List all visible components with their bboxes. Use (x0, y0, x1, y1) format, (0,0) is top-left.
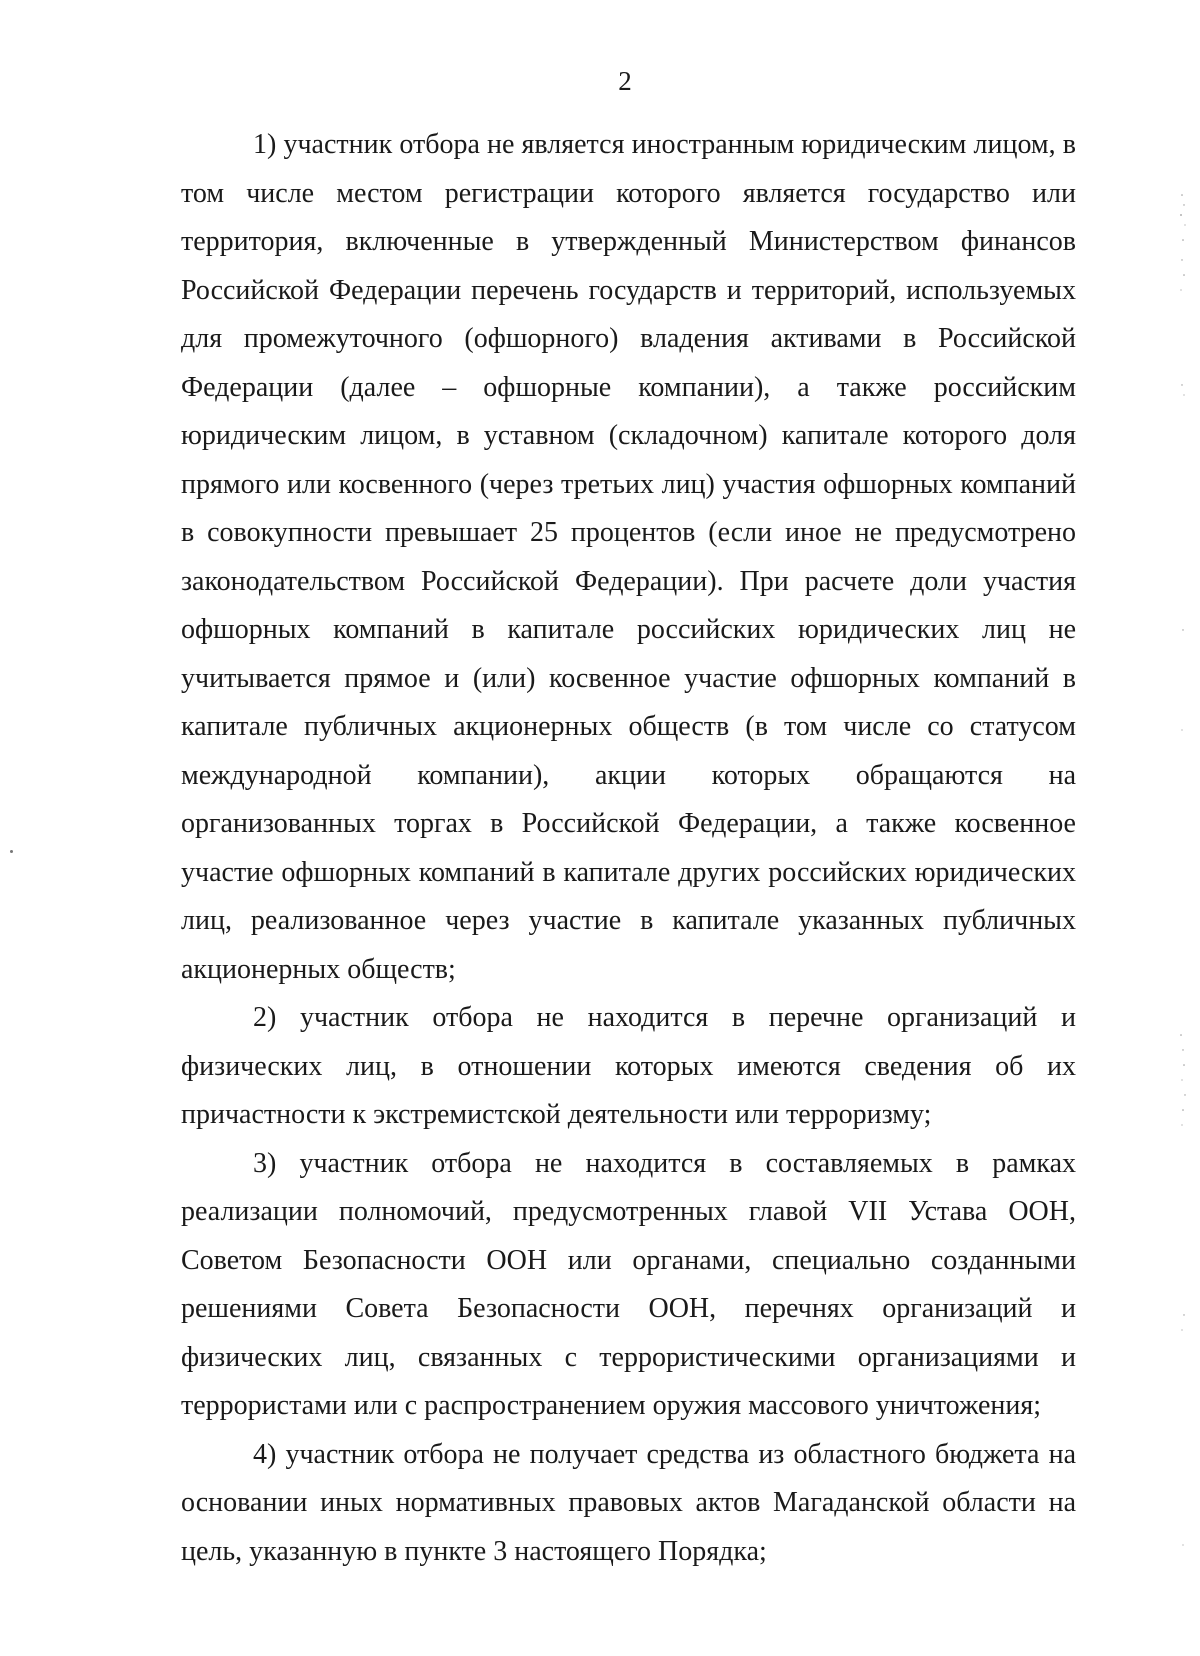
paragraph-item-4: 4) участник отбора не получает средства из областного бюджета на основании иных нормативных правовых актов Магаданской области на цель, указанную в пункте 3 настоящего Порядка; (181, 1438, 1076, 1567)
paragraph-item-3: 3) участник отбора не находится в составляемых в рамках реализации полномочий, предусмотренных главой VII Устава ООН, Советом Безопасности ООН или органами, специально созданными решениями Совета Безопасности ООН, перечнях организаций и физических лиц, связанных с террористическими организациями и террористами или с распространением оружия массового уничтожения; (181, 1147, 1076, 1421)
scan-noise-marks (1160, 0, 1200, 1656)
paragraph-item-2: 2) участник отбора не находится в перечне организаций и физических лиц, в отношении которых имеются сведения об их причастности к экстремистской деятельности или терроризму; (181, 1002, 1076, 1130)
page-number: 2 (618, 66, 632, 96)
paragraph-item-1: 1) участник отбора не является иностранным юридическим лицом, в том числе местом регистрации которого является государство или территория, включенные в утвержденный Министерством финансов Российской Федерации перечень государств и территорий, используемых для промежуточного (офшорного) владения активами в Российской Федерации (далее – офшорные компании), а также российским юридическим лицом, в уставном (складочном) капитале которого доля прямого или косвенного (через третьих лиц) участия офшорных компаний в совокупности превышает 25 процентов (если иное не предусмотрено законодательством Российской Федерации). При расчете доли участия офшорных компаний в капитале российских юридических лиц не учитывается прямое и (или) косвенное участие офшорных компаний в капитале публичных акционерных обществ (в том числе со статусом международной компании), акции которых обращаются на организованных торгах в Российской Федерации, а также косвенное участие офшорных компаний в капитале других российских юридических лиц, реализованное через участие в капитале указанных публичных акционерных обществ; (181, 129, 1076, 985)
scan-dust-dot (10, 850, 13, 853)
document-body (181, 121, 1076, 1576)
